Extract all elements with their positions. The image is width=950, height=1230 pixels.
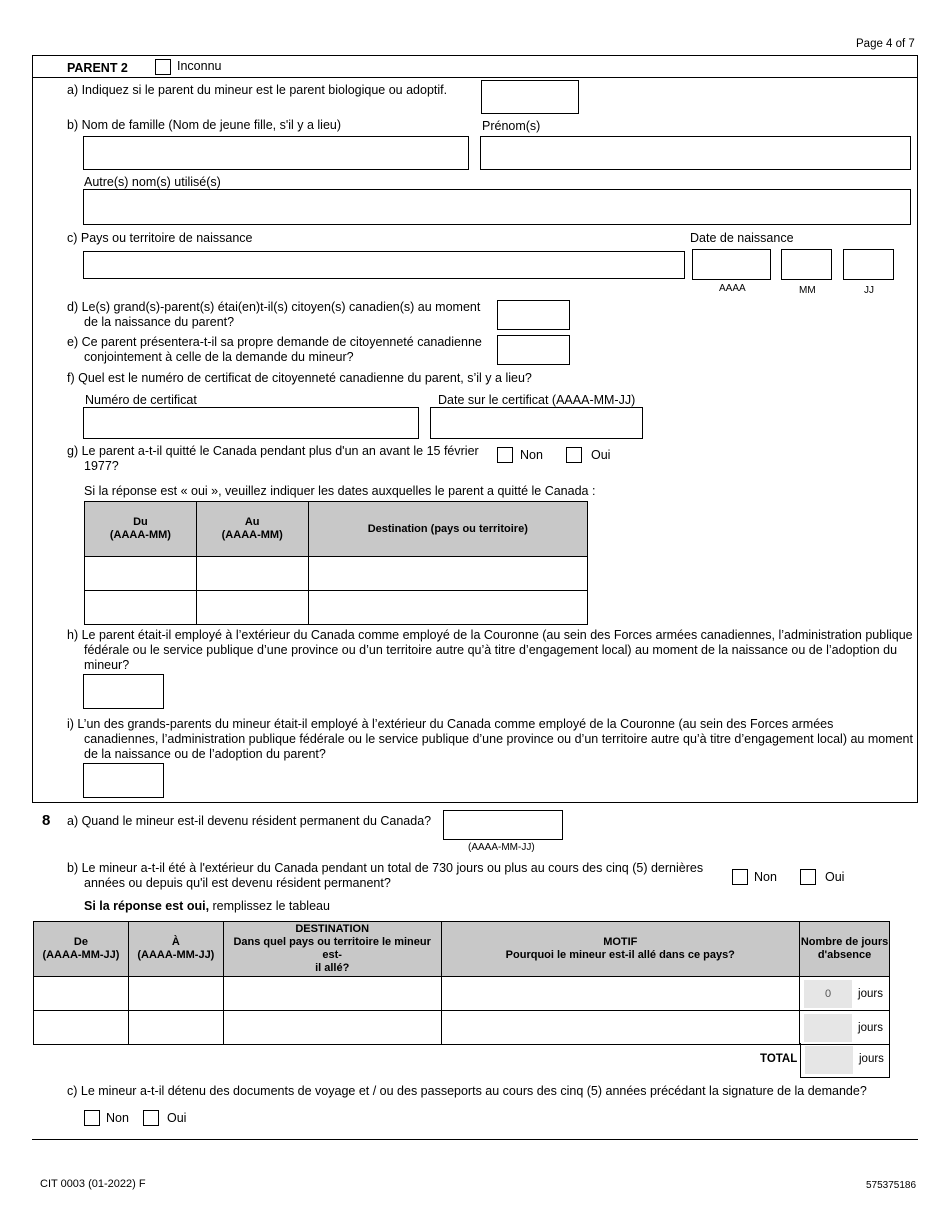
row1-to-cell[interactable] (128, 977, 223, 1011)
g-no-label: Non (520, 448, 543, 462)
question-8b-label-2: années ou depuis qu'il est devenu résident permanent? (84, 876, 391, 890)
question-i-label-3: de la naissance ou de l’adoption du parent? (84, 747, 326, 761)
other-names-label: Autre(s) nom(s) utilisé(s) (84, 175, 221, 189)
dob-day-hint: JJ (864, 285, 874, 296)
total-days-unit: jours (859, 1053, 884, 1066)
question-f-label: f) Quel est le numéro de certificat de citoyenneté canadienne du parent, s’il y a lieu? (67, 371, 532, 385)
8b-yes-checkbox[interactable] (800, 869, 816, 885)
8c-no-label: Non (106, 1111, 129, 1125)
page-number: Page 4 of 7 (856, 38, 915, 50)
g-row2-destination-cell[interactable] (308, 591, 587, 625)
row1-days-field[interactable]: 0 (804, 980, 852, 1008)
fill-table-instruction-rest: remplissez le tableau (209, 899, 330, 913)
row1-reason-cell[interactable] (441, 977, 799, 1011)
cert-number-label: Numéro de certificat (85, 393, 197, 407)
question-8b-label-1: b) Le mineur a-t-il été à l'extérieur du Canada pendant un total de 730 jours ou plus au cours des cinq (5) dernières (67, 861, 704, 875)
dob-month-field[interactable] (781, 249, 832, 280)
g-row1-to-cell[interactable] (196, 557, 308, 591)
g-yes-label: Oui (591, 448, 611, 462)
joint-application-field[interactable] (497, 335, 570, 365)
birth-country-field[interactable] (83, 251, 685, 279)
question-h-label-2: fédérale ou le service publique d’une province ou d’un territoire autre qu’à titre d’engagement local) au moment de la naissance ou de l’adoption du (84, 643, 898, 657)
row2-days-field[interactable] (804, 1014, 852, 1042)
question-e-label-1: e) Ce parent présentera-t-il sa propre demande de citoyenneté canadienne (67, 335, 482, 349)
unknown-label: Inconnu (177, 59, 222, 73)
given-name-label: Prénom(s) (482, 119, 541, 133)
row2-destination-cell[interactable] (223, 1011, 441, 1045)
question-8a-label: a) Quand le mineur est-il devenu résident permanent du Canada? (67, 814, 432, 828)
g-row2-from-cell[interactable] (85, 591, 197, 625)
unknown-checkbox[interactable] (155, 59, 171, 75)
dob-label: Date de naissance (690, 231, 794, 245)
other-names-field[interactable] (83, 189, 911, 225)
question-e-label-2: conjointement à celle de la demande du mineur? (84, 350, 354, 364)
pr-date-format-hint: (AAAA-MM-JJ) (468, 842, 535, 853)
question-g-label-2: 1977? (84, 459, 119, 473)
total-days-field[interactable] (805, 1046, 853, 1074)
question-8c-label: c) Le mineur a-t-il détenu des documents de voyage et / ou des passeports au cours des cinq (5) années précédant la signature de la demande? (67, 1084, 867, 1098)
grandparent-citizen-field[interactable] (497, 300, 570, 330)
g-table-header-from: Du (AAAA-MM) (85, 502, 197, 557)
row2-from-cell[interactable] (34, 1011, 129, 1045)
8b-no-label: Non (754, 870, 777, 884)
g-row2-to-cell[interactable] (196, 591, 308, 625)
g-yes-checkbox[interactable] (566, 447, 582, 463)
header-days: Nombre de jours d'absence (800, 922, 890, 977)
parent2-header-divider (32, 77, 918, 78)
dob-year-field[interactable] (692, 249, 771, 280)
cert-date-label: Date sur le certificat (AAAA-MM-JJ) (438, 393, 636, 407)
given-name-field[interactable] (480, 136, 911, 170)
header-from: De (AAAA-MM-JJ) (34, 922, 129, 977)
g-instruction: Si la réponse est « oui », veuillez indiquer les dates auxquelles le parent a quitté le Canada : (84, 484, 596, 498)
8b-no-checkbox[interactable] (732, 869, 748, 885)
8c-yes-label: Oui (167, 1111, 187, 1125)
row2-reason-cell[interactable] (441, 1011, 799, 1045)
question-b-label: b) Nom de famille (Nom de jeune fille, s'il y a lieu) (67, 118, 342, 132)
section-8-number: 8 (42, 812, 51, 829)
total-days-cell (800, 1043, 890, 1078)
header-to: À (AAAA-MM-JJ) (128, 922, 223, 977)
cert-number-field[interactable] (83, 407, 419, 439)
cert-date-field[interactable] (430, 407, 643, 439)
question-i-label-2: canadiennes, l’administration publique fédérale ou le service publique d’une province ou d’un territoire autre qu’à titre d’engagement local) au moment (84, 732, 913, 746)
8b-yes-label: Oui (825, 870, 845, 884)
table-row (85, 591, 588, 625)
parent-type-field[interactable] (481, 80, 579, 114)
header-reason: MOTIF Pourquoi le mineur est-il allé dans ce pays? (441, 922, 799, 977)
form-code: CIT 0003 (01-2022) F (40, 1178, 146, 1190)
parent2-title: PARENT 2 (67, 61, 128, 75)
dob-day-field[interactable] (843, 249, 894, 280)
fill-table-instruction-bold: Si la réponse est oui, (84, 899, 210, 913)
table-row (34, 1011, 890, 1045)
section-divider (32, 1139, 918, 1140)
parent-crown-employee-field[interactable] (83, 674, 164, 709)
permanent-resident-date-field[interactable] (443, 810, 563, 840)
g-row1-destination-cell[interactable] (308, 557, 587, 591)
table-row (85, 557, 588, 591)
barcode-number: 575375186 (866, 1180, 917, 1191)
8c-yes-checkbox[interactable] (143, 1110, 159, 1126)
absence-before-1977-table (84, 501, 588, 625)
row2-to-cell[interactable] (128, 1011, 223, 1045)
row1-from-cell[interactable] (34, 977, 129, 1011)
g-no-checkbox[interactable] (497, 447, 513, 463)
header-destination: DESTINATION Dans quel pays ou territoire le mineur est- il allé? (223, 922, 441, 977)
question-h-label-3: mineur? (84, 658, 130, 672)
question-g-label-1: g) Le parent a-t-il quitté le Canada pendant plus d'un an avant le 15 février (67, 444, 479, 458)
question-i-label-1: i) L’un des grands-parents du mineur était-il employé à l’extérieur du Canada comme employé de la Couronne (au sein des Forces armées (67, 717, 834, 731)
question-h-label-1: h) Le parent était-il employé à l’extérieur du Canada comme employé de la Couronne (au sein des Forces armées canadiennes, l’administration publique (67, 628, 913, 642)
dob-month-hint: MM (799, 285, 816, 296)
question-d-label-1: d) Le(s) grand(s)-parent(s) étai(en)t-il(s) citoyen(s) canadien(s) au moment (67, 300, 481, 314)
grandparent-crown-employee-field[interactable] (83, 763, 164, 798)
g-row1-from-cell[interactable] (85, 557, 197, 591)
row2-days-unit: jours (858, 1021, 883, 1034)
question-c-label: c) Pays ou territoire de naissance (67, 231, 253, 245)
family-name-field[interactable] (83, 136, 469, 170)
total-label: TOTAL (760, 1053, 798, 1065)
row1-days-unit: jours (858, 987, 883, 1000)
question-d-label-2: de la naissance du parent? (84, 315, 235, 329)
g-table-header-destination: Destination (pays ou territoire) (308, 502, 587, 557)
dob-year-hint: AAAA (719, 283, 746, 294)
fill-table-instruction (84, 899, 330, 914)
absence-table (33, 921, 890, 1045)
8c-no-checkbox[interactable] (84, 1110, 100, 1126)
g-table-header-to: Au (AAAA-MM) (196, 502, 308, 557)
row1-destination-cell[interactable] (223, 977, 441, 1011)
table-row (34, 977, 890, 1011)
question-a-label: a) Indiquez si le parent du mineur est le parent biologique ou adoptif. (67, 83, 448, 97)
